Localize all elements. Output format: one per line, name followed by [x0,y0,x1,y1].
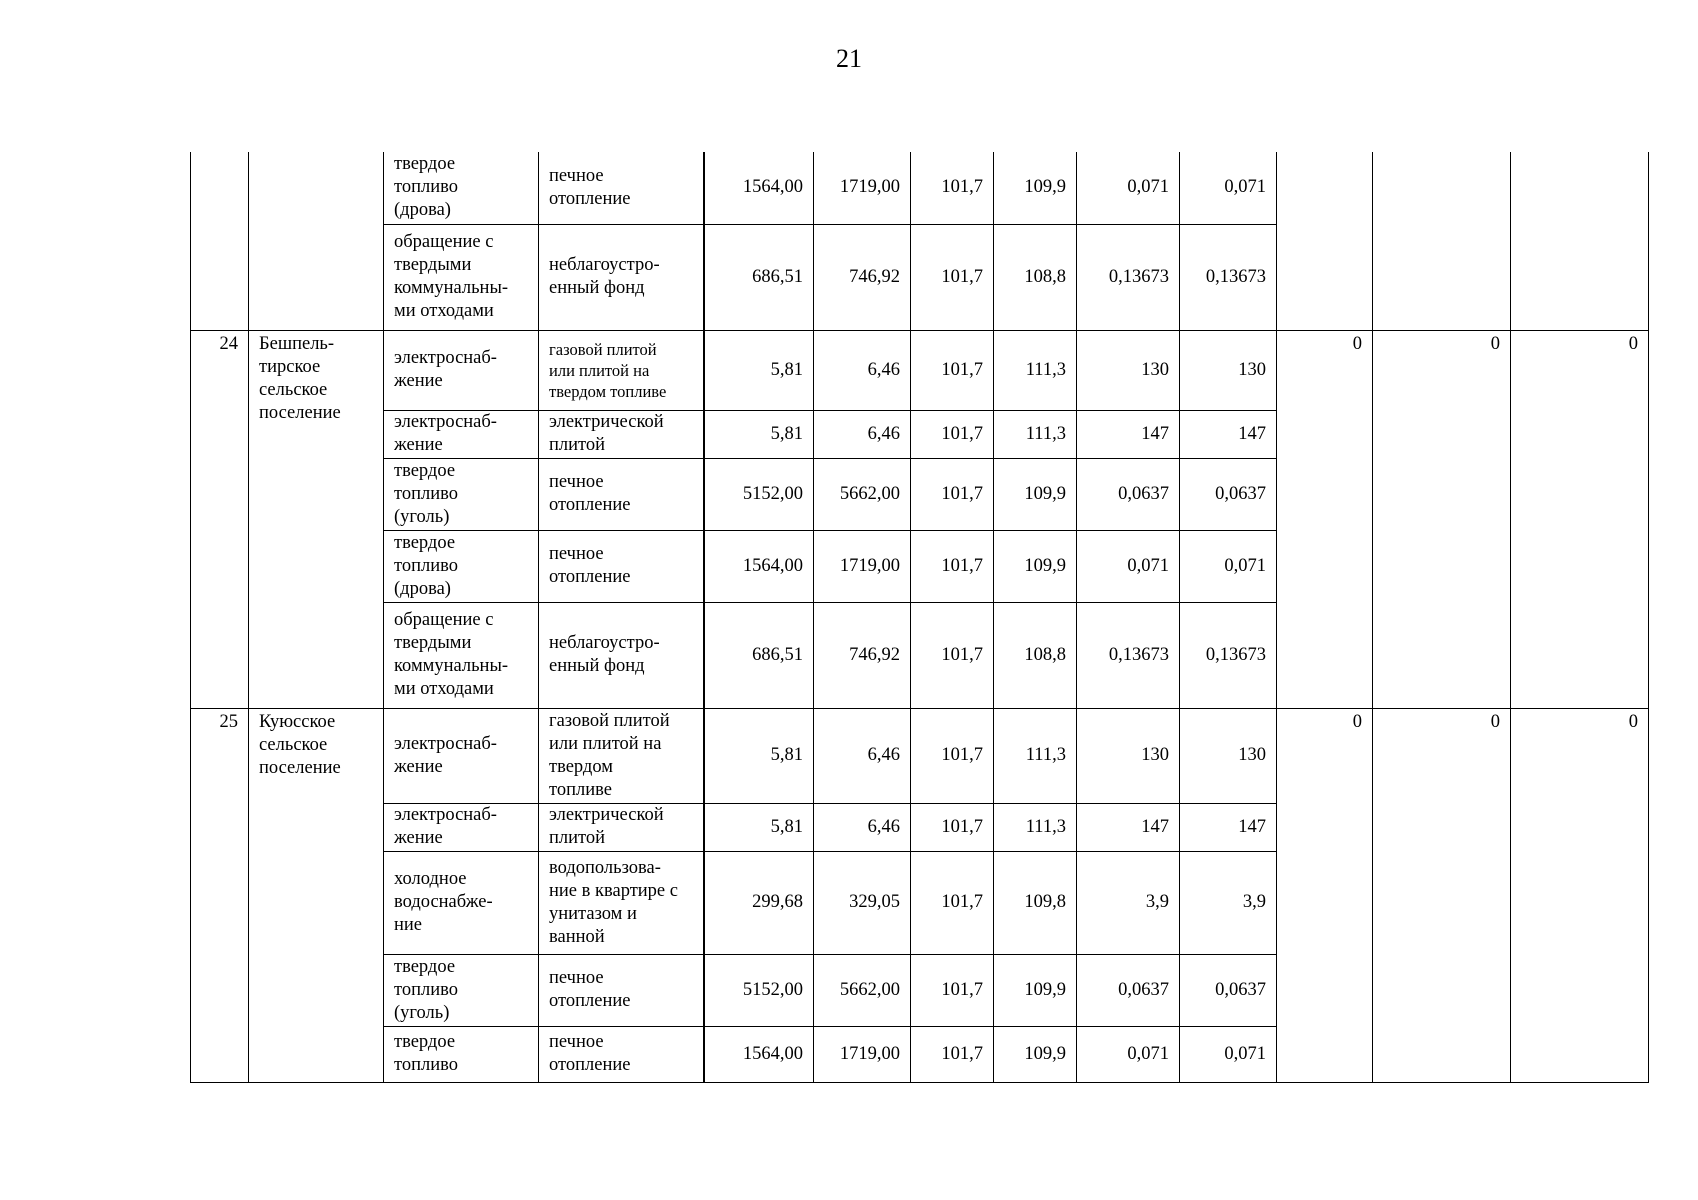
value-cell-v1: 1564,00 [704,530,814,602]
value-cell-v1: 5152,00 [704,458,814,530]
service-name-line: твердое [394,460,456,481]
value-cell-v2: 6,46 [814,803,911,851]
value-cell-v1: 1564,00 [704,152,814,224]
extra-cell-2 [1373,152,1511,330]
service-name-line: твердое [394,1032,456,1052]
settlement-name [249,330,384,708]
value-cell-v1: 5152,00 [704,954,814,1026]
value-cell-v3: 101,7 [911,458,994,530]
service-name-line: коммунальны- [394,278,509,298]
service-name-line: твердыми [394,255,472,275]
service-name-line: электроснаб- [394,412,497,432]
settlement-name-line: сельское [259,379,328,400]
value-cell-v6: 147 [1180,410,1277,458]
service-type [539,458,704,530]
service-name-line: ние [394,915,423,935]
service-name-line: электроснаб- [394,805,497,825]
service-name [384,1026,539,1082]
value-cell-v5: 0,0637 [1077,954,1180,1026]
service-name-line: ми отходами [394,301,494,321]
row-number: 25 [191,708,249,1082]
value-cell-v1: 5,81 [704,330,814,410]
table-row [191,330,1649,410]
value-cell-v5: 0,071 [1077,530,1180,602]
service-type-line: печное [549,1032,604,1052]
service-type [539,410,704,458]
value-cell-v5: 0,0637 [1077,458,1180,530]
settlement-name-line: поселение [259,402,341,423]
service-type-line: отопление [549,495,631,515]
service-name-line: топливо [394,483,458,504]
service-type [539,224,704,330]
service-type [539,152,704,224]
service-name-line: топливо [394,979,458,1000]
service-type-line: печное [549,968,604,988]
value-cell-v6: 0,13673 [1180,602,1277,708]
value-cell-v2: 1719,00 [814,530,911,602]
value-cell-v1: 5,81 [704,410,814,458]
service-name [384,410,539,458]
settlement-name-line: поселение [259,757,341,778]
service-name-line: коммунальны- [394,656,509,676]
service-type-line: плитой [549,828,606,848]
service-type [539,330,704,410]
service-name [384,224,539,330]
service-name [384,458,539,530]
value-cell-v4: 111,3 [994,330,1077,410]
service-type-line: печное [549,165,604,186]
value-cell-v2: 746,92 [814,224,911,330]
service-type-line: отопление [549,1055,631,1075]
service-name [384,152,539,224]
extra-cell-3: 0 [1511,330,1649,708]
value-cell-v3: 101,7 [911,851,994,954]
value-cell-v5: 147 [1077,410,1180,458]
service-name-line: жение [394,371,443,391]
settlement-name-line: тирское [259,356,321,377]
service-type [539,803,704,851]
service-type [539,602,704,708]
value-cell-v6: 3,9 [1180,851,1277,954]
value-cell-v3: 101,7 [911,224,994,330]
service-name-line: твердыми [394,633,472,653]
service-type-line: твердом топливе [549,381,667,401]
value-cell-v1: 299,68 [704,851,814,954]
service-type-line: газовой плитой [549,710,670,731]
service-type-line: газовой плитой [549,339,657,359]
service-name-line: жение [394,756,443,777]
page-number: 21 [836,44,862,73]
value-cell-v6: 130 [1180,708,1277,803]
service-name-line: (дрова) [394,200,451,221]
value-cell-v2: 6,46 [814,410,911,458]
service-type-line: твердом [549,756,613,777]
service-type [539,1026,704,1082]
service-name [384,954,539,1026]
value-cell-v4: 111,3 [994,708,1077,803]
value-cell-v1: 686,51 [704,224,814,330]
service-type-line: печное [549,544,604,564]
service-type-line: водопользова- [549,857,661,878]
value-cell-v3: 101,7 [911,410,994,458]
service-type-line: плитой [549,435,606,455]
extra-cell-2: 0 [1373,330,1511,708]
settlement-name-line: сельское [259,734,328,755]
value-cell-v6: 0,071 [1180,1026,1277,1082]
service-name-line: (уголь) [394,1002,450,1023]
value-cell-v5: 147 [1077,803,1180,851]
value-cell-v2: 6,46 [814,330,911,410]
service-name [384,602,539,708]
service-type-line: неблагоустро- [549,255,660,275]
service-type [539,851,704,954]
value-cell-v5: 3,9 [1077,851,1180,954]
service-name-line: электроснаб- [394,348,497,368]
value-cell-v6: 147 [1180,803,1277,851]
tariff-table [190,152,1649,1083]
service-name-line: твердое [394,154,456,175]
service-name [384,851,539,954]
service-type-line: неблагоустро- [549,633,660,653]
service-name-line: топливо [394,1055,458,1075]
value-cell-v4: 109,9 [994,954,1077,1026]
service-type-line: енный фонд [549,656,645,676]
service-name [384,708,539,803]
service-name-line: твердое [394,532,456,553]
value-cell-v6: 0,0637 [1180,954,1277,1026]
value-cell-v4: 109,9 [994,152,1077,224]
value-cell-v4: 111,3 [994,803,1077,851]
service-name [384,330,539,410]
service-type [539,954,704,1026]
extra-cell-2: 0 [1373,708,1511,1082]
value-cell-v5: 0,13673 [1077,602,1180,708]
service-name-line: твердое [394,956,456,977]
value-cell-v2: 6,46 [814,708,911,803]
value-cell-v2: 1719,00 [814,152,911,224]
value-cell-v6: 0,071 [1180,152,1277,224]
extra-cell-1: 0 [1277,330,1373,708]
service-name-line: холодное [394,869,467,889]
settlement-name-line: Бешпель- [259,333,335,354]
value-cell-v1: 5,81 [704,708,814,803]
extra-cell-1: 0 [1277,708,1373,1082]
value-cell-v3: 101,7 [911,602,994,708]
value-cell-v2: 5662,00 [814,954,911,1026]
service-type-line: или плитой на [549,733,662,754]
service-name-line: жение [394,435,443,455]
row-number [191,152,249,330]
value-cell-v4: 109,9 [994,1026,1077,1082]
settlement-name-line: Куюсское [259,711,336,732]
value-cell-v1: 5,81 [704,803,814,851]
service-name-line: обращение с [394,232,494,252]
value-cell-v6: 0,13673 [1180,224,1277,330]
service-type-line: енный фонд [549,278,645,298]
row-number: 24 [191,330,249,708]
value-cell-v3: 101,7 [911,708,994,803]
value-cell-v4: 111,3 [994,410,1077,458]
value-cell-v3: 101,7 [911,803,994,851]
service-name-line: (дрова) [394,578,451,599]
service-type-line: унитазом и [549,903,637,924]
value-cell-v5: 130 [1077,330,1180,410]
service-name-line: жение [394,828,443,848]
value-cell-v4: 108,8 [994,602,1077,708]
extra-cell-3: 0 [1511,708,1649,1082]
value-cell-v4: 108,8 [994,224,1077,330]
value-cell-v4: 109,8 [994,851,1077,954]
service-type-line: топливе [549,779,612,800]
value-cell-v5: 0,13673 [1077,224,1180,330]
value-cell-v3: 101,7 [911,1026,994,1082]
service-type-line: ние в квартире с [549,880,678,901]
service-name-line: топливо [394,555,458,576]
value-cell-v3: 101,7 [911,954,994,1026]
service-type-line: печное [549,472,604,492]
value-cell-v6: 0,071 [1180,530,1277,602]
service-name-line: электроснаб- [394,733,497,754]
service-name [384,530,539,602]
value-cell-v4: 109,9 [994,458,1077,530]
service-name-line: водоснабже- [394,892,493,912]
settlement-name [249,152,384,330]
service-name-line: (уголь) [394,506,450,527]
settlement-name [249,708,384,1082]
value-cell-v3: 101,7 [911,530,994,602]
service-name-line: топливо [394,177,458,198]
service-type-line: электрической [549,805,664,825]
table-row [191,152,1649,224]
service-name-line: ми отходами [394,679,494,699]
value-cell-v5: 0,071 [1077,1026,1180,1082]
service-type [539,708,704,803]
value-cell-v2: 329,05 [814,851,911,954]
value-cell-v4: 109,9 [994,530,1077,602]
extra-cell-1 [1277,152,1373,330]
value-cell-v1: 1564,00 [704,1026,814,1082]
table-row [191,708,1649,803]
value-cell-v2: 746,92 [814,602,911,708]
value-cell-v3: 101,7 [911,330,994,410]
value-cell-v1: 686,51 [704,602,814,708]
service-type-line: отопление [549,567,631,587]
service-type [539,530,704,602]
service-type-line: электрической [549,412,664,432]
value-cell-v3: 101,7 [911,152,994,224]
service-name [384,803,539,851]
value-cell-v6: 0,0637 [1180,458,1277,530]
value-cell-v2: 5662,00 [814,458,911,530]
service-type-line: отопление [549,188,631,209]
extra-cell-3 [1511,152,1649,330]
value-cell-v5: 0,071 [1077,152,1180,224]
value-cell-v2: 1719,00 [814,1026,911,1082]
service-type-line: ванной [549,926,605,947]
value-cell-v5: 130 [1077,708,1180,803]
service-type-line: отопление [549,991,631,1011]
service-name-line: обращение с [394,610,494,630]
value-cell-v6: 130 [1180,330,1277,410]
service-type-line: или плитой на [549,360,650,380]
